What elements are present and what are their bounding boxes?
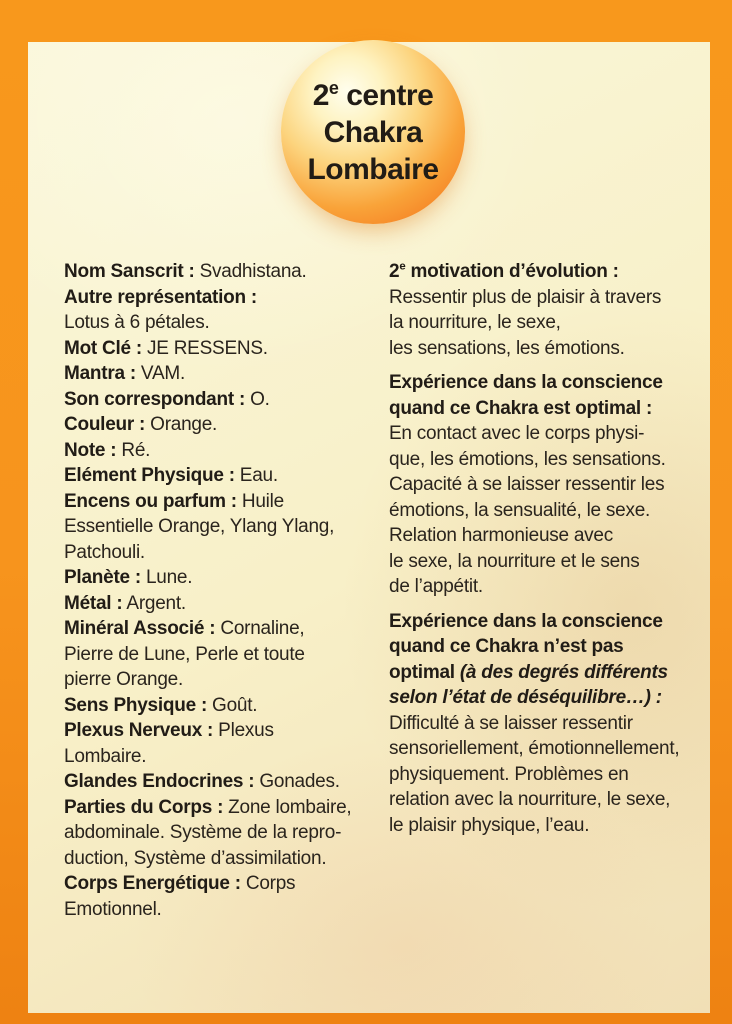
text-line: selon l’état de déséquilibre…) : bbox=[389, 687, 662, 708]
text-line: Expérience dans la conscience bbox=[389, 610, 663, 632]
text-line: la nourriture, le sexe, bbox=[389, 312, 561, 333]
text-line: physiquement. Problèmes en bbox=[389, 763, 629, 785]
text-line: Parties du Corps : Zone lombaire, bbox=[64, 796, 352, 818]
text-line: Relation harmonieuse avec bbox=[389, 525, 613, 546]
text-line: Métal : Argent. bbox=[64, 592, 186, 614]
text-line: quand ce Chakra n’est pas bbox=[389, 636, 624, 657]
text-line: Elément Physique : Eau. bbox=[64, 465, 278, 486]
text-line: Glandes Endocrines : Gonades. bbox=[64, 771, 340, 792]
text-line: de l’appétit. bbox=[389, 576, 483, 597]
text-line: Mantra : VAM. bbox=[64, 363, 185, 384]
text-line: Essentielle Orange, Ylang Ylang, bbox=[64, 516, 335, 537]
text-line: Lombaire bbox=[307, 152, 439, 186]
text-line: que, les émotions, les sensations. bbox=[389, 448, 666, 470]
text-line: duction, Système d’assimilation. bbox=[64, 847, 327, 869]
paragraph-motivation bbox=[389, 259, 679, 361]
text-line: En contact avec le corps physi- bbox=[389, 423, 645, 444]
text-line: Difficulté à se laisser ressentir bbox=[389, 712, 633, 734]
text-line: Couleur : Orange. bbox=[64, 414, 218, 435]
text-line: Minéral Associé : Cornaline, bbox=[64, 618, 305, 639]
text-line: Ressentir plus de plaisir à travers bbox=[389, 286, 662, 308]
text-line: Mot Clé : JE RESSENS. bbox=[64, 337, 268, 359]
text-line: Emotionnel. bbox=[64, 898, 162, 920]
text-line: les sensations, les émotions. bbox=[389, 337, 625, 359]
right-column bbox=[389, 259, 679, 838]
text-line: sensoriellement, émotionnellement, bbox=[389, 738, 680, 759]
text-line: Encens ou parfum : Huile bbox=[64, 490, 284, 512]
text-line: pierre Orange. bbox=[64, 669, 184, 690]
text-line: Patchouli. bbox=[64, 541, 145, 563]
text-line: 2e centre bbox=[312, 77, 434, 112]
text-line: quand ce Chakra est optimal : bbox=[389, 397, 653, 419]
text-line: Note : Ré. bbox=[64, 439, 151, 461]
chakra-badge-circle bbox=[281, 40, 465, 224]
paragraph-not-optimal bbox=[389, 609, 679, 839]
text-line: le sexe, la nourriture et le sens bbox=[389, 550, 640, 572]
text-line: optimal (à des degrés différents bbox=[389, 661, 668, 683]
text-line: Sens Physique : Goût. bbox=[64, 694, 258, 716]
chakra-card bbox=[28, 42, 710, 1013]
text-line: Pierre de Lune, Perle et toute bbox=[64, 643, 305, 665]
text-line: Expérience dans la conscience bbox=[389, 372, 663, 393]
text-line: Corps Energétique : Corps bbox=[64, 873, 296, 894]
text-line: Son correspondant : O. bbox=[64, 388, 270, 410]
text-line: abdominale. Système de la repro- bbox=[64, 822, 342, 843]
text-line: 2e motivation d’évolution : bbox=[389, 260, 619, 282]
text-line: relation avec la nourriture, le sexe, bbox=[389, 789, 671, 810]
text-line: Lotus à 6 pétales. bbox=[64, 312, 210, 333]
text-line: Capacité à se laisser ressentir les bbox=[389, 474, 665, 495]
text-line: Nom Sanscrit : Svadhistana. bbox=[64, 261, 307, 282]
text-line: Lombaire. bbox=[64, 745, 147, 767]
text-line: Chakra bbox=[323, 115, 423, 149]
text-line: Plexus Nerveux : Plexus bbox=[64, 720, 274, 741]
text-line: Autre représentation : bbox=[64, 286, 257, 308]
paragraph-optimal bbox=[389, 370, 679, 600]
text-line: Planète : Lune. bbox=[64, 567, 193, 588]
left-column bbox=[64, 259, 351, 922]
text-line: émotions, la sensualité, le sexe. bbox=[389, 499, 651, 521]
text-line: le plaisir physique, l’eau. bbox=[389, 814, 590, 836]
